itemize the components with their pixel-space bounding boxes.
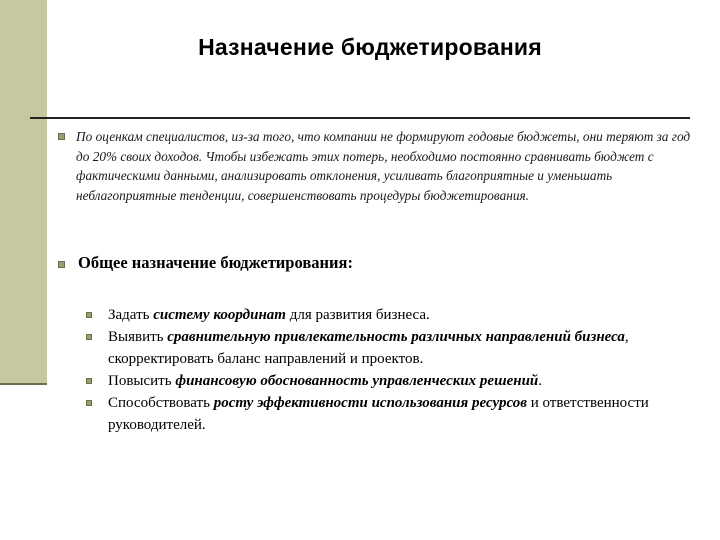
section-heading [78, 253, 353, 273]
list-item [108, 304, 698, 326]
purpose-list [108, 304, 698, 436]
item-emphasis: систему координат [153, 307, 286, 323]
item-text: для развития бизнеса. [285, 307, 430, 323]
square-bullet-icon [86, 312, 92, 318]
title-divider [30, 117, 690, 119]
list-item [108, 392, 698, 436]
square-bullet-icon [58, 133, 65, 140]
item-text: Задать [108, 307, 154, 323]
item-text: Повысить [108, 373, 176, 389]
item-emphasis: росту эффективности использования ресурсов [213, 395, 527, 411]
item-text: Выявить [108, 329, 168, 345]
item-text: , скорректировать баланс направлений и проектов. [108, 329, 629, 367]
intro-paragraph: По оценкам специалистов, из-за того, что компании не формируют годовые бюджеты, они теряют за год до 20% своих доходов. Чтобы избежать этих потерь, необходимо постоянно сравнивать бюджет с фактическими данными, анализировать отклонения, усиливать благоприятные и уменьшать неблагоприятные тенденции, совершенствовать процедуры бюджетирования. [76, 129, 691, 203]
decorative-side-bar [0, 0, 47, 385]
section-heading-text: Общее назначение бюджетирования [78, 253, 348, 272]
item-emphasis: финансовую обоснованность управленческих решений [175, 373, 539, 389]
item-text: . [538, 373, 543, 389]
list-item [108, 370, 698, 392]
square-bullet-icon [58, 261, 65, 268]
item-text: и ответственности руководителей. [108, 395, 649, 433]
square-bullet-icon [86, 378, 92, 384]
section-heading-colon: : [347, 253, 353, 272]
item-text: Способствовать [108, 395, 214, 411]
list-item [108, 326, 698, 370]
slide-title: Назначение бюджетирования [198, 34, 542, 60]
item-emphasis: сравнительную привлекательность различных направлений бизнеса [167, 329, 625, 345]
square-bullet-icon [86, 334, 92, 340]
square-bullet-icon [86, 400, 92, 406]
